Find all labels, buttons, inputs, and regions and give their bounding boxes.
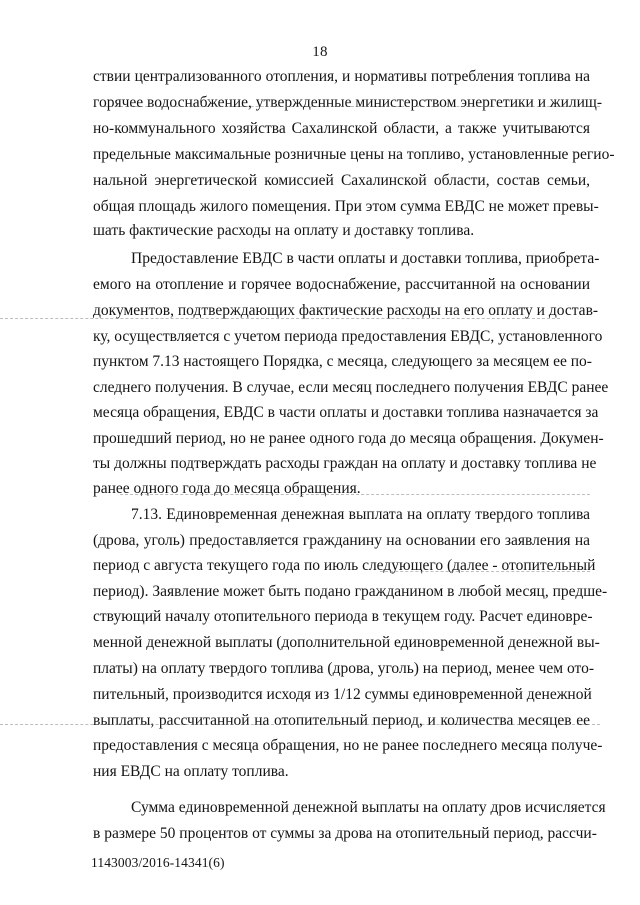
scan-artifact-line xyxy=(380,571,590,572)
text-line: емого на отопление и горячее водоснабжение, рассчитанной на основании xyxy=(93,276,590,293)
text-line: пительный, производится исходя из 1/12 суммы единовременной денежной xyxy=(93,686,592,703)
page-number: 18 xyxy=(312,44,328,60)
text-line: выплаты, рассчитанной на отопительный период, и количества месяцев ее xyxy=(93,712,590,729)
text-line: ранее одного года до месяца обращения. xyxy=(93,480,361,497)
text-line: Сумма единовременной денежной выплаты на оплату дров исчисляется xyxy=(131,799,606,816)
text-line: в размере 50 процентов от суммы за дрова на отопительный период, рассчи- xyxy=(93,825,597,842)
document-footer-code: 1143003/2016-14341(6) xyxy=(91,855,225,870)
text-line: нальной энергетической комиссией Сахалинской области, состав семьи, xyxy=(93,172,590,189)
text-line: период с августа текущего года по июль следующего (далее - отопительный xyxy=(93,557,596,574)
text-line: прошедший период, но не ранее одного года до месяца обращения. Докумен- xyxy=(93,430,604,447)
text-line: общая площадь жилого помещения. При этом сумма ЕВДС не может превы- xyxy=(93,198,599,215)
text-line: документов, подтверждающих фактические расходы на его оплату и достав- xyxy=(93,302,599,319)
text-line: предоставления с месяца обращения, но не ранее последнего месяца получе- xyxy=(93,737,603,754)
text-line: 7.13. Единовременная денежная выплата на оплату твердого топлива xyxy=(131,506,590,523)
text-line: шать фактические расходы на оплату и доставку топлива. xyxy=(93,222,475,239)
text-line: ты должны подтверждать расходы граждан на оплату и доставку топлива не xyxy=(93,455,597,472)
text-line: ствии централизованного отопления, и нормативы потребления топлива на xyxy=(93,68,590,85)
text-line: месяца обращения, ЕВДС в части оплаты и доставки топлива назначается за xyxy=(93,404,599,421)
text-line: Предоставление ЕВДС в части оплаты и доставки топлива, приобрета- xyxy=(131,250,600,267)
text-line: следнего получения. В случае, если месяц последнего получения ЕВДС ранее xyxy=(93,379,609,396)
text-line: период). Заявление может быть подано гражданином в любой месяц, предше- xyxy=(93,583,608,600)
text-line: ку, осуществляется с учетом периода предоставления ЕВДС, установленного xyxy=(93,328,603,345)
text-line: (дрова, уголь) предоставляется гражданину на основании его заявления на xyxy=(93,532,590,549)
text-line: менной денежной выплаты (дополнительной единовременной денежной вы- xyxy=(93,634,600,651)
scan-artifact-line xyxy=(100,106,600,107)
text-line: ния ЕВДС на оплату топлива. xyxy=(93,763,289,780)
text-line: пунктом 7.13 настоящего Порядка, с месяца, следующего за месяцем ее по- xyxy=(93,353,592,370)
scan-artifact-line xyxy=(0,724,600,725)
text-line: но-коммунального хозяйства Сахалинской области, а также учитываются xyxy=(93,120,590,137)
text-line: горячее водоснабжение, утвержденные министерством энергетики и жилищ- xyxy=(93,94,603,111)
text-line: платы) на оплату твердого топлива (дрова, уголь) на период, менее чем ото- xyxy=(93,660,595,677)
scan-artifact-line xyxy=(120,494,590,495)
scan-artifact-line xyxy=(0,318,560,319)
text-line: ствующий началу отопительного периода в текущем году. Расчет единовре- xyxy=(93,608,593,625)
text-line: предельные максимальные розничные цены на топливо, установленные регио- xyxy=(93,146,615,163)
